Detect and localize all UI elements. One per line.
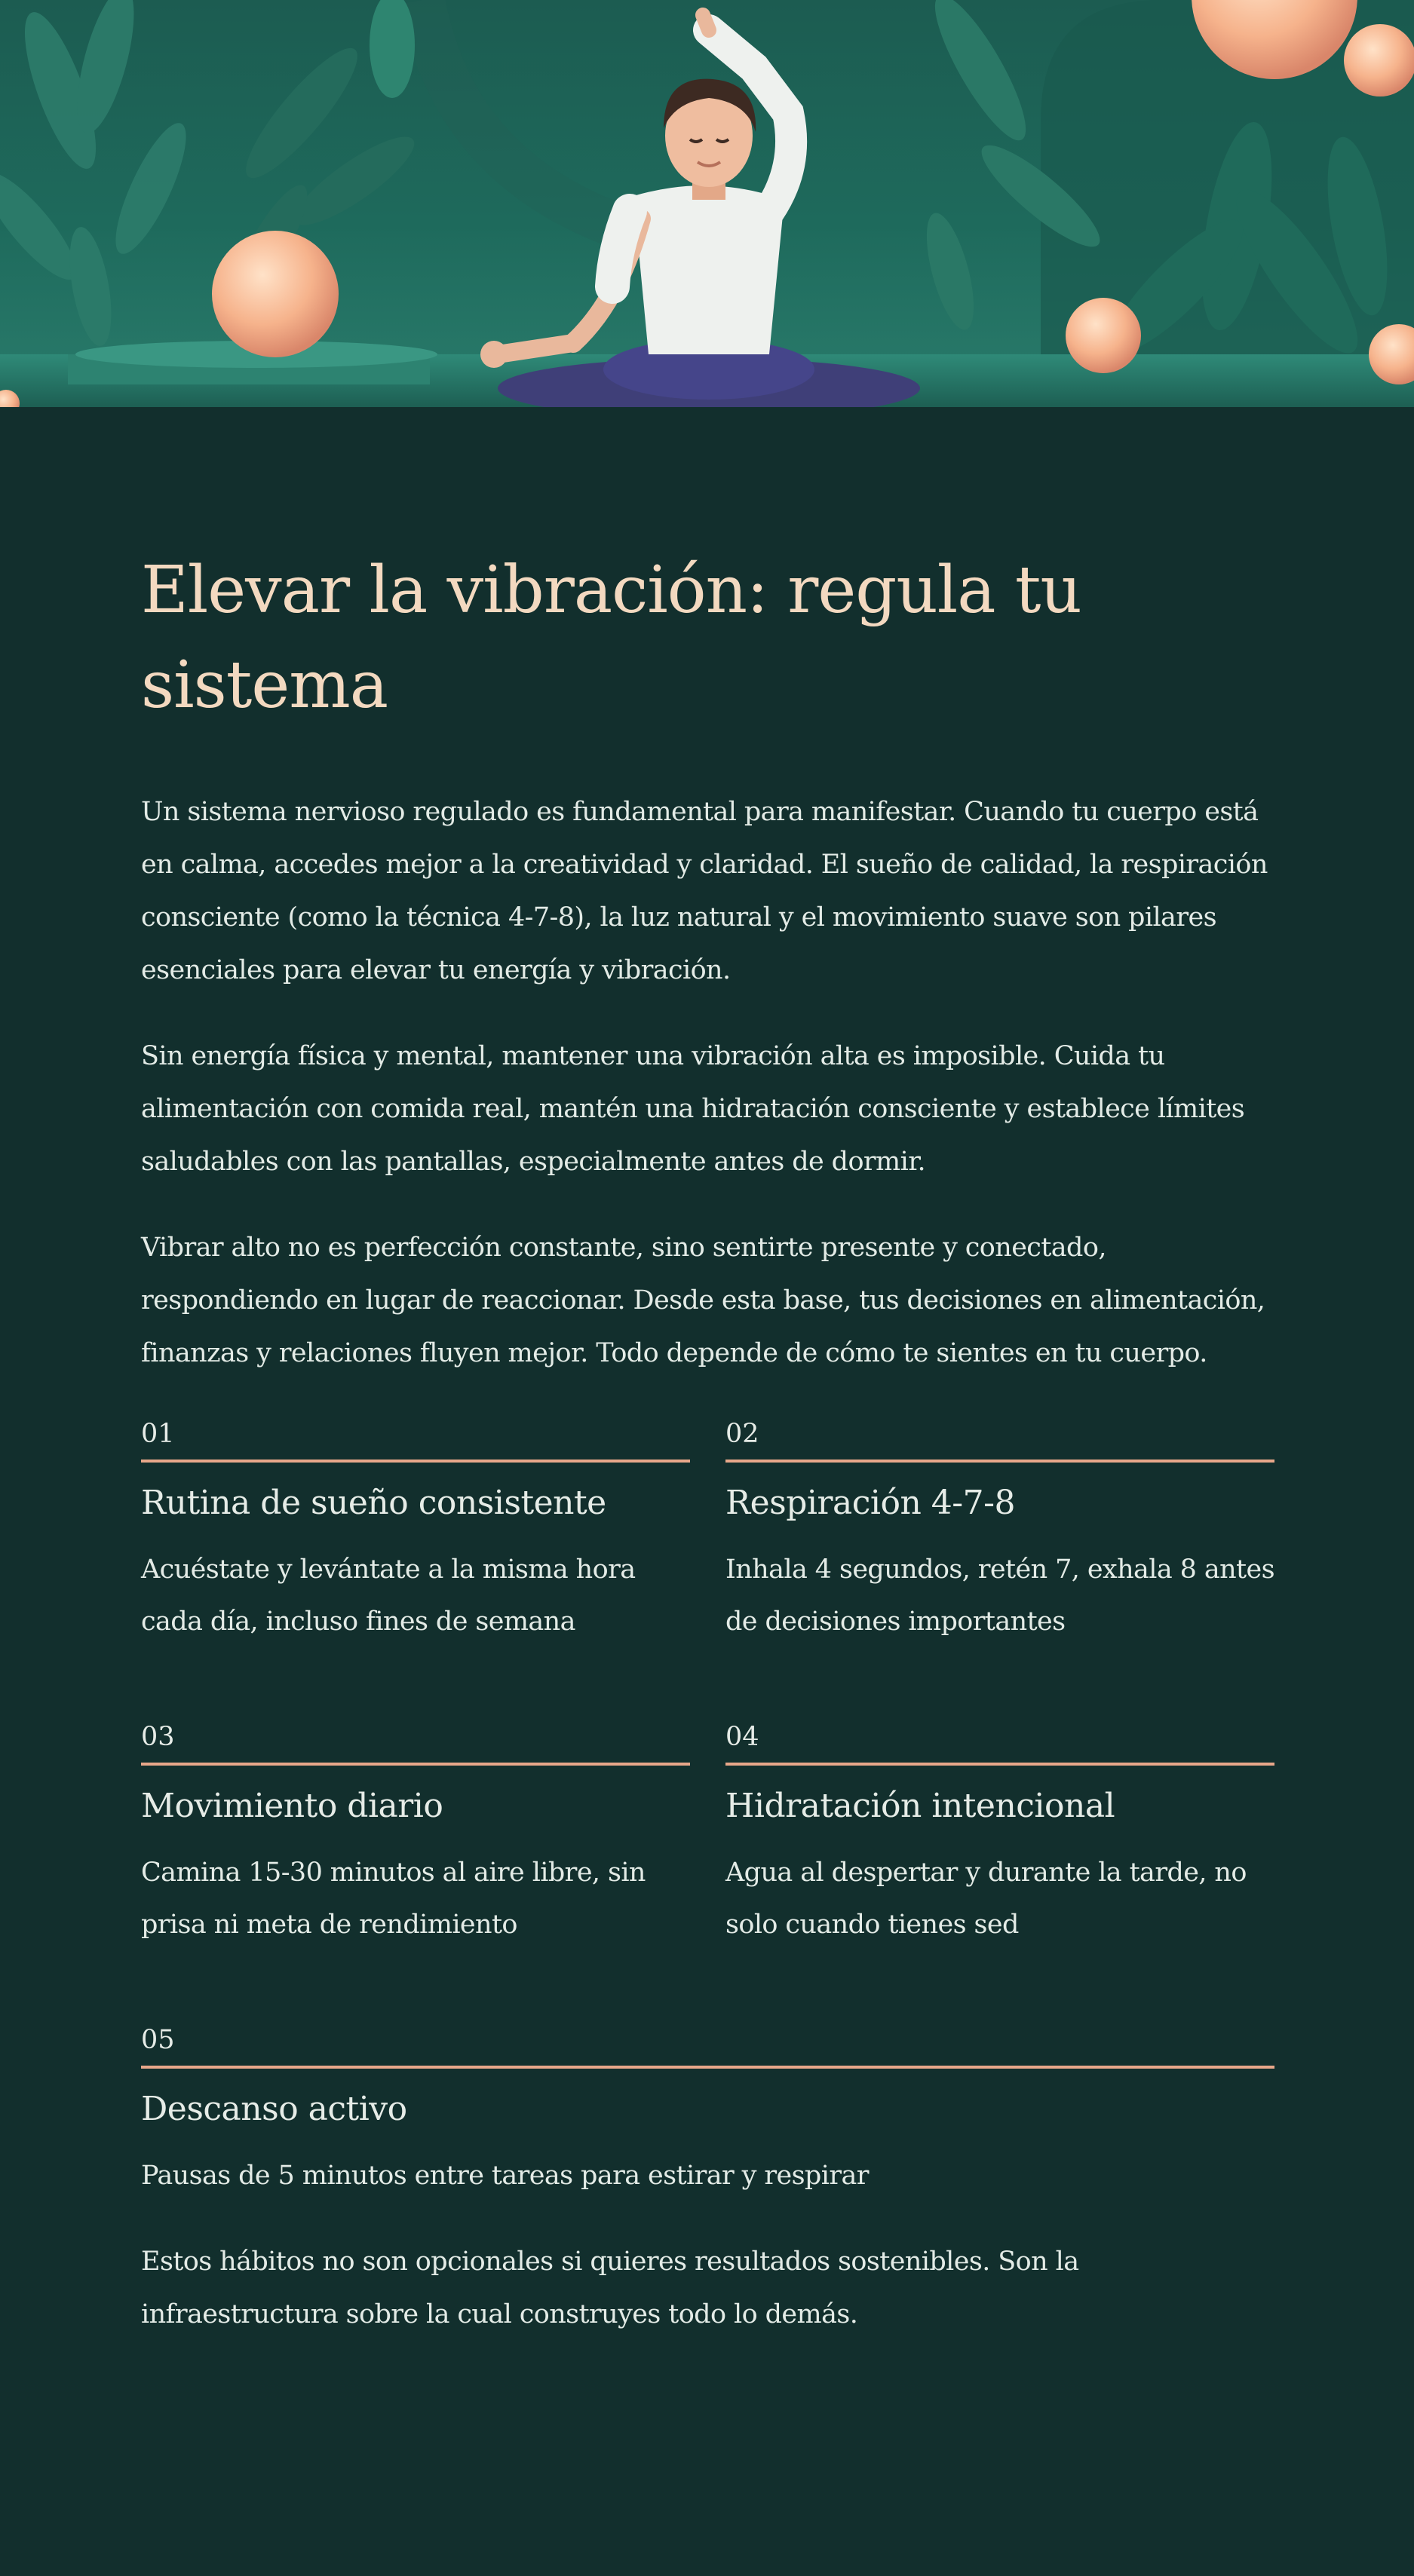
page-title: Elevar la vibración: regula tu sistema <box>141 553 1081 723</box>
habit-description: Inhala 4 segundos, retén 7, exhala 8 antes de decisiones importantes <box>725 1554 1275 1637</box>
habit-description: Agua al despertar y durante la tarde, no solo cuando tienes sed <box>725 1858 1247 1940</box>
article <box>141 543 1274 2341</box>
intro-paragraph: Un sistema nervioso regulado es fundamental para manifestar. Cuando tu cuerpo está en calma, accedes mejor a la creatividad y claridad. El sueño de calidad, la respiración consciente (como la técnica 4-7-8), la luz natural y el movimiento suave son pilares esenciales para elevar tu energía y vibración. <box>141 797 1268 985</box>
habit-title: Hidratación intencional <box>725 1787 1115 1825</box>
habit-number: 04 <box>725 1722 759 1752</box>
habit-item <box>141 1717 690 2020</box>
habit-divider <box>141 2066 1274 2069</box>
hero-illustration <box>0 0 1414 407</box>
habit-title: Descanso activo <box>141 2090 407 2128</box>
habit-description: Acuéstate y levántate a la misma hora cada día, incluso fines de semana <box>141 1554 636 1637</box>
habit-item <box>141 2020 1274 2205</box>
vibration-paragraph: Vibrar alto no es perfección constante, sino sentirte presente y conectado, respondiendo en lugar de reaccionar. Desde esta base, tus decisiones en alimentación, finanzas y relaciones fluyen mejor. Todo depende de cómo te sientes en tu cuerpo. <box>141 1233 1265 1368</box>
meditation-scene-image <box>0 0 1414 407</box>
closing-paragraph: Estos hábitos no son opcionales si quieres resultados sostenibles. Son la infraestructura sobre la cual construyes todo lo demás. <box>141 2247 1079 2329</box>
habit-title: Respiración 4-7-8 <box>725 1484 1015 1522</box>
habit-divider <box>141 1763 690 1766</box>
habit-item <box>725 1414 1274 1717</box>
habit-title: Movimiento diario <box>141 1787 443 1825</box>
habit-divider <box>725 1763 1274 1766</box>
habit-item <box>725 1717 1274 2020</box>
habit-description: Pausas de 5 minutos entre tareas para estirar y respirar <box>141 2161 869 2191</box>
habit-number: 01 <box>141 1419 175 1449</box>
habit-number: 05 <box>141 2025 175 2055</box>
habit-number: 02 <box>725 1419 759 1449</box>
habit-title: Rutina de sueño consistente <box>141 1484 606 1522</box>
habit-item <box>141 1414 690 1717</box>
habit-divider <box>141 1460 690 1463</box>
habit-number: 03 <box>141 1722 175 1752</box>
habit-divider <box>725 1460 1274 1463</box>
energy-paragraph: Sin energía física y mental, mantener una vibración alta es imposible. Cuida tu alimentación con comida real, mantén una hidratación consciente y establece límites saludables con las pantallas, especialmente antes de dormir. <box>141 1041 1245 1177</box>
habit-description: Camina 15-30 minutos al aire libre, sin prisa ni meta de rendimiento <box>141 1858 646 1940</box>
habits-list <box>141 1414 1274 2205</box>
